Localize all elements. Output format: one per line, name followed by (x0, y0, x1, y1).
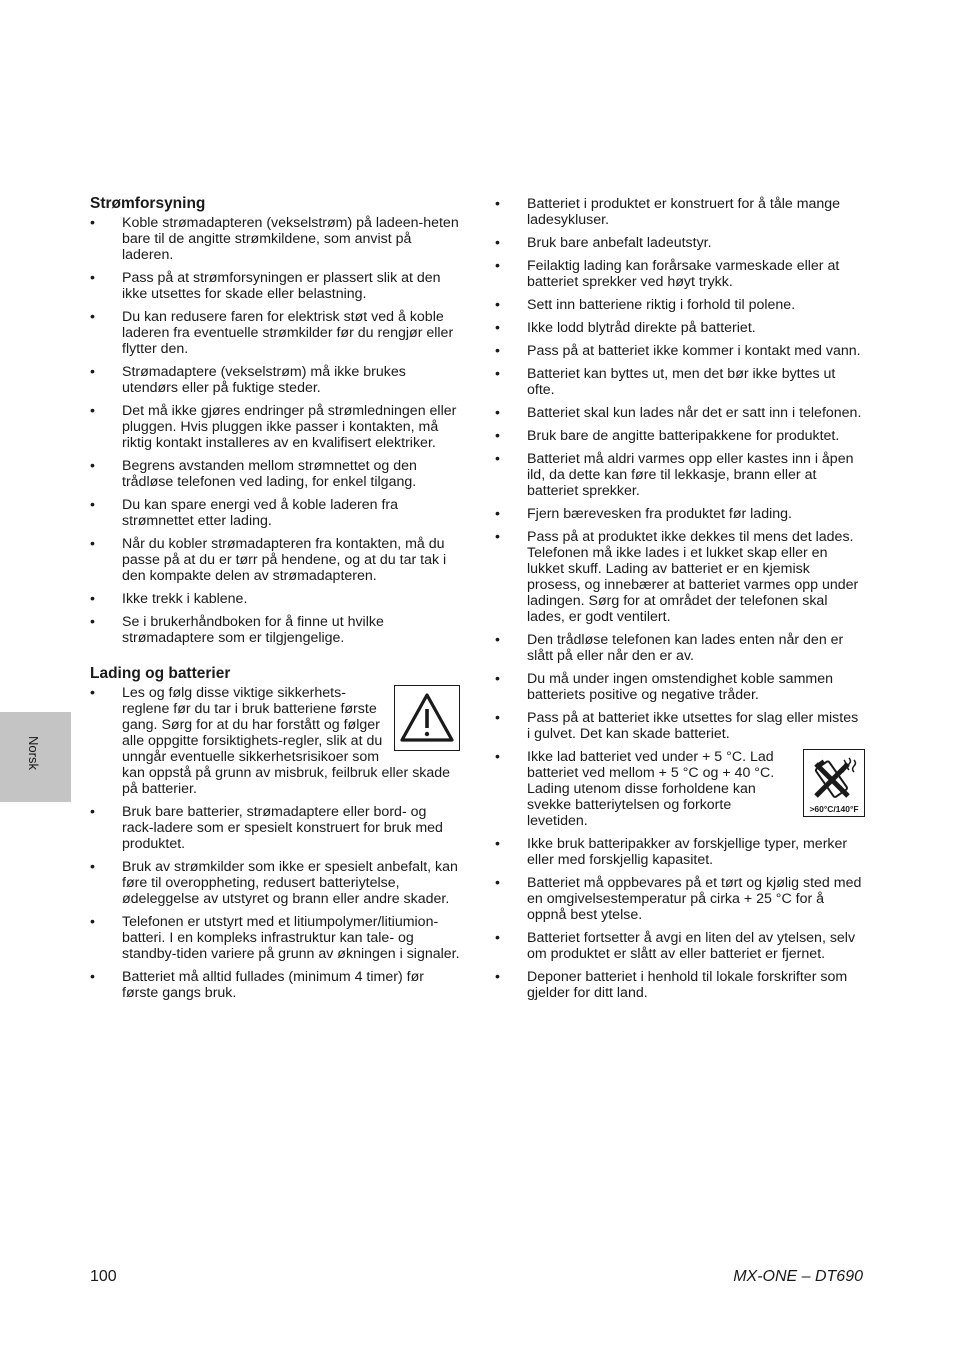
list-item: • Deponer batteriet i henhold til lokale forskrifter som gjelder for ditt land. (495, 969, 848, 1001)
list-item: • Ikke trekk i kablene. (90, 591, 248, 607)
list-item: • Pass på at strømforsyningen er plassert slik at den ikke utsettes for skade eller belastning. (90, 270, 441, 302)
page-number: 100 (90, 1268, 117, 1285)
list-item: • Koble strømadapteren (vekselstrøm) på ladeen-heten bare til de angitte strømkildene, som anvist på laderen. (90, 215, 459, 263)
list-item: • Det må ikke gjøres endringer på strømledningen eller pluggen. Hvis pluggen ikke passer i kontakten, må riktig kontakt installeres av en kvalifisert elektriker. (90, 403, 457, 451)
charging-list (90, 685, 460, 1001)
list-item: • Bruk bare de angitte batteripakkene for produktet. (495, 428, 840, 444)
list-item: • Sett inn batteriene riktig i forhold til polene. (495, 297, 796, 313)
list-item: • Batteriet i produktet er konstruert for å tåle mange ladesykluser. (495, 196, 841, 228)
power-list (90, 215, 460, 646)
product-name: MX-ONE – DT690 (733, 1268, 863, 1285)
warning-triangle-icon (394, 685, 460, 751)
list-item: • Batteriet kan byttes ut, men det bør ikke byttes ut ofte. (495, 366, 836, 398)
list-item: • Den trådløse telefonen kan lades enten når den er slått på eller når den er av. (495, 632, 844, 664)
list-item: • Feilaktig lading kan forårsake varmeskade eller at batteriet sprekker ved høyt trykk. (495, 258, 840, 290)
list-item: • Batteriet må oppbevares på et tørt og kjølig sted med en omgivelsestemperatur på cirka + 25 °C for å oppnå best ytelse. (495, 875, 862, 923)
list-item: • Pass på at produktet ikke dekkes til mens det lades. Telefonen må ikke lades i et lukket skap eller en lukket skuff. Lading av batteriet er en kjemisk prosess, og innebærer at batteriet varmes opp under ladingen. Sørg for at området der telefonen skal lades, er godt ventilert. (495, 529, 859, 625)
list-item: • Se i brukerhåndboken for å finne ut hvilke strømadaptere som er tilgjengelige. (90, 614, 384, 646)
list-item: • Les og følg disse viktige sikkerhets-reglene før du tar i bruk batteriene første gang. Sørg for at du har forstått og følger alle oppgitte forsiktighets-regler, slik at du unngår eventuelle sikkerhetsrisikoer som kan oppstå på grunn av misbruk, feilbruk eller skade på batterier. (90, 685, 460, 797)
list-item: • Bruk av strømkilder som ikke er spesielt anbefalt, kan føre til overoppheting, redusert batteriytelse, ødeleggelse av utstyret og brann eller andre skader. (90, 859, 458, 907)
list-item: • Du må under ingen omstendighet koble sammen batteriets positive og negative tråder. (495, 671, 833, 703)
language-tab (0, 712, 71, 802)
list-item: • >60°C/140°F Ikke lad batteriet ved under + 5 °C. Lad batteriet ved mellom + 5 °C og + 40 °C. Lading utenom disse forholdene kan svekke batteriytelsen og forkorte levetiden. (495, 749, 865, 829)
list-item: • Bruk bare anbefalt ladeutstyr. (495, 235, 712, 251)
list-item: • Du kan redusere faren for elektrisk støt ved å koble laderen fra eventuelle strømkilder før du rengjør eller flytter den. (90, 309, 454, 357)
list-item: • Begrens avstanden mellom strømnettet og den trådløse telefonen ved lading, for enkel tilgang. (90, 458, 417, 490)
list-item: • Ikke lodd blytråd direkte på batteriet. (495, 320, 756, 336)
battery-list (495, 196, 865, 1001)
section-heading-power: Strømforsyning (90, 195, 206, 212)
list-item: • Ikke bruk batteripakker av forskjellige typer, merker eller med forskjellig kapasitet. (495, 836, 848, 868)
temperature-warning-icon (803, 749, 865, 817)
language-tab-label: Norsk (26, 736, 41, 770)
list-item: • Batteriet fortsetter å avgi en liten del av ytelsen, selv om produktet er slått av eller batteriet er fjernet. (495, 930, 856, 962)
list-item: • Strømadaptere (vekselstrøm) må ikke brukes utendørs eller på fuktige steder. (90, 364, 406, 396)
list-item: • Pass på at batteriet ikke utsettes for slag eller mistes i gulvet. Det kan skade batteriet. (495, 710, 859, 742)
list-item: • Telefonen er utstyrt med et litiumpolymer/litiumion-batteri. I en kompleks infrastruktur kan tale- og standby-tiden variere på grunn av økningen i signaler. (90, 914, 460, 962)
list-item: • Fjern bærevesken fra produktet før lading. (495, 506, 792, 522)
list-item: • Batteriet må alltid fullades (minimum 4 timer) før første gangs bruk. (90, 969, 424, 1001)
list-item: • Batteriet må aldri varmes opp eller kastes inn i åpen ild, da dette kan føre til lekkasje, brann eller at batteriet sprekker. (495, 451, 854, 499)
left-column (90, 194, 460, 1008)
list-item: • Pass på at batteriet ikke kommer i kontakt med vann. (495, 343, 861, 359)
list-item: • Batteriet skal kun lades når det er satt inn i telefonen. (495, 405, 862, 421)
temperature-label: >60°C/140°F (809, 804, 859, 814)
list-item: • Når du kobler strømadapteren fra kontakten, må du passe på at du er tørr på hendene, og at du tar tak i den kompakte delen av strømadapteren. (90, 536, 447, 584)
list-item: • Du kan spare energi ved å koble laderen fra strømnettet etter lading. (90, 497, 399, 529)
right-column (495, 196, 865, 1008)
section-heading-charging: Lading og batterier (90, 665, 231, 682)
list-item: • Bruk bare batterier, strømadaptere eller bord- og rack-ladere som er spesielt konstruert for bruk med produktet. (90, 804, 443, 852)
